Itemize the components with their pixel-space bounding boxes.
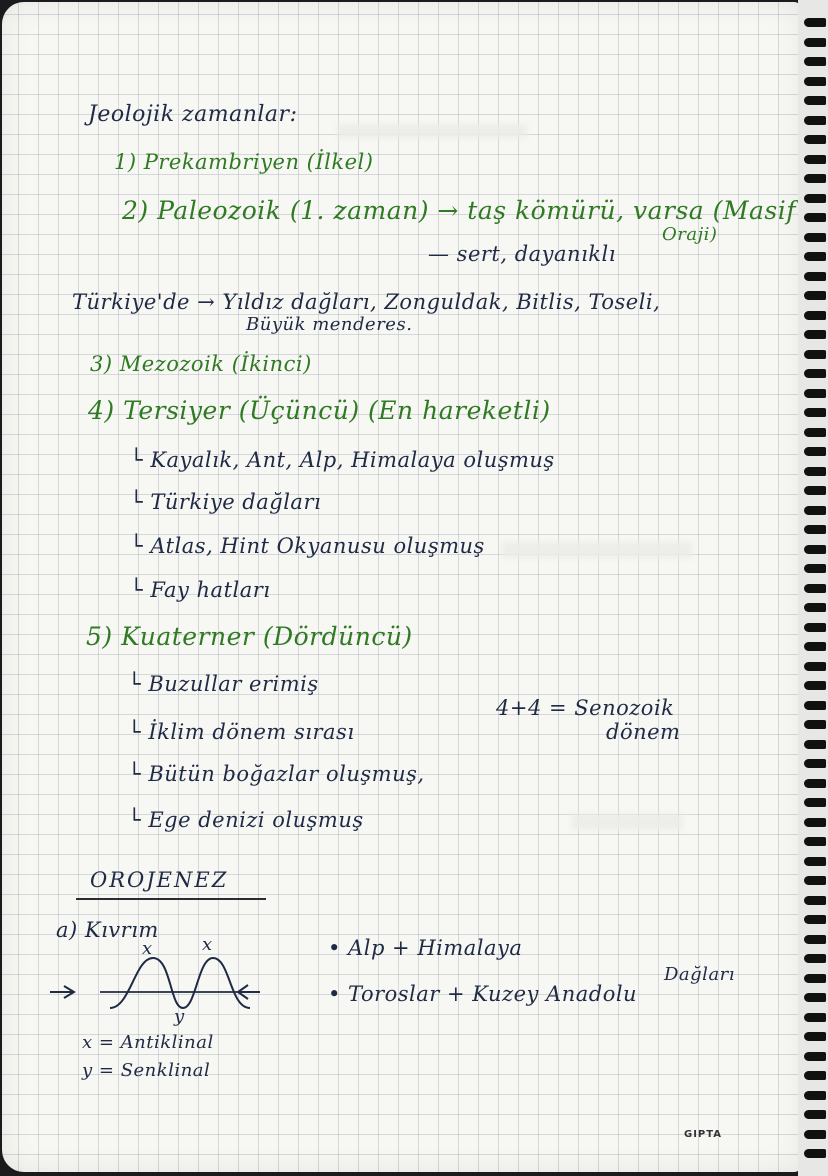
diagram-label-x2: x xyxy=(202,934,213,955)
spiral-coil xyxy=(804,1013,826,1022)
kivrim-label: a) Kıvrım xyxy=(56,918,159,942)
spiral-coil xyxy=(804,974,826,983)
spiral-coil xyxy=(804,77,826,86)
spiral-coil xyxy=(804,681,826,690)
spiral-coil xyxy=(804,545,826,554)
spiral-coil xyxy=(804,311,826,320)
spiral-coil xyxy=(804,57,826,66)
brand-logo: GIPTA xyxy=(684,1129,723,1140)
spiral-coil xyxy=(804,915,826,924)
bullet-alp-himalaya: • Alp + Himalaya xyxy=(328,936,523,960)
spiral-coil xyxy=(804,1071,826,1080)
spiral-coil xyxy=(804,1091,826,1100)
kuaterner-note-4: └ Ege denizi oluşmuş xyxy=(128,808,364,832)
spiral-coil xyxy=(804,252,826,261)
spiral-coil xyxy=(804,18,826,27)
item-paleozoik: 2) Paleozoik (1. zaman) → taş kömürü, varsa (Masif xyxy=(122,196,796,225)
tersiyer-note-1: └ Kayalık, Ant, Alp, Himalaya oluşmuş xyxy=(130,448,555,472)
spiral-coil xyxy=(804,935,826,944)
spiral-coil xyxy=(804,857,826,866)
spiral-coil xyxy=(804,506,826,515)
spiral-coil xyxy=(804,623,826,632)
spiral-coil xyxy=(804,584,826,593)
spiral-coil xyxy=(804,993,826,1002)
kuaterner-note-2: └ İklim dönem sırası xyxy=(128,720,355,744)
side-note-line-1: 4+4 = Senozoik xyxy=(496,696,675,720)
spiral-coil xyxy=(804,564,826,573)
page-title: Jeolojik zamanlar: xyxy=(88,102,298,127)
tersiyer-note-4: └ Fay hatları xyxy=(130,578,271,602)
spiral-coil xyxy=(804,798,826,807)
spiral-coil xyxy=(804,603,826,612)
spiral-coil xyxy=(804,116,826,125)
spiral-coil xyxy=(804,350,826,359)
item-kuaterner: 5) Kuaterner (Dördüncü) xyxy=(86,622,413,651)
turkiye-line-2: Büyük menderes. xyxy=(246,314,413,335)
item-paleozoik-cont: Oraji) xyxy=(662,224,718,245)
spiral-coil xyxy=(804,428,826,437)
kuaterner-note-1: └ Buzullar erimiş xyxy=(128,672,319,696)
spiral-coil xyxy=(804,467,826,476)
spiral-coil xyxy=(804,759,826,768)
diagram-label-x1: x xyxy=(142,938,153,959)
side-note-line-2: dönem xyxy=(606,720,681,744)
spiral-coil xyxy=(804,135,826,144)
diagram-label-y: y xyxy=(174,1006,185,1027)
notebook-page xyxy=(2,2,802,1172)
spiral-coil xyxy=(804,330,826,339)
bullet-toroslar: • Toroslar + Kuzey Anadolu xyxy=(328,982,638,1006)
kuaterner-note-3: └ Bütün boğazlar oluşmuş, xyxy=(128,762,425,786)
spiral-coil xyxy=(804,447,826,456)
spiral-coil xyxy=(804,837,826,846)
spiral-coil xyxy=(804,740,826,749)
spiral-coil xyxy=(804,194,826,203)
fold-diagram xyxy=(50,938,270,1028)
spiral-coil xyxy=(804,174,826,183)
spiral-coil xyxy=(804,155,826,164)
spiral-coil xyxy=(804,272,826,281)
spiral-coil xyxy=(804,818,826,827)
tersiyer-note-3: └ Atlas, Hint Okyanusu oluşmuş xyxy=(130,534,485,558)
bullets-tag: Dağları xyxy=(664,964,736,985)
smudge xyxy=(502,542,692,558)
spiral-coil xyxy=(804,779,826,788)
item-prekambriyen: 1) Prekambriyen (İlkel) xyxy=(114,150,374,174)
spiral-coil xyxy=(804,369,826,378)
spiral-coil xyxy=(804,213,826,222)
spiral-coil xyxy=(804,525,826,534)
spiral-coil xyxy=(804,96,826,105)
orojenez-underline xyxy=(76,898,266,900)
tersiyer-note-2: └ Türkiye dağları xyxy=(130,490,322,514)
spiral-coil xyxy=(804,1032,826,1041)
spiral-coil xyxy=(804,233,826,242)
turkiye-line-1: Türkiye'de → Yıldız dağları, Zonguldak, Bitlis, Toseli, xyxy=(72,290,661,314)
legend-senklinal: y = Senklinal xyxy=(82,1060,211,1081)
spiral-coil xyxy=(804,720,826,729)
spiral-coil xyxy=(804,389,826,398)
item-paleozoik-note: — sert, dayanıklı xyxy=(428,242,616,266)
smudge xyxy=(572,814,682,830)
spiral-coil xyxy=(804,896,826,905)
spiral-coil xyxy=(804,662,826,671)
spiral-coil xyxy=(804,642,826,651)
spiral-coil xyxy=(804,1130,826,1139)
orojenez-heading: OROJENEZ xyxy=(90,868,229,892)
legend-antiklinal: x = Antiklinal xyxy=(82,1032,214,1053)
spiral-coil xyxy=(804,954,826,963)
item-tersiyer: 4) Tersiyer (Üçüncü) (En hareketli) xyxy=(88,396,551,425)
spiral-coil xyxy=(804,291,826,300)
spiral-coil xyxy=(804,486,826,495)
spiral-coil xyxy=(804,1052,826,1061)
spiral-coil xyxy=(804,38,826,47)
spiral-coil xyxy=(804,1149,826,1158)
spiral-coil xyxy=(804,876,826,885)
item-mezozoik: 3) Mezozoik (İkinci) xyxy=(90,352,312,376)
smudge xyxy=(337,124,527,138)
spiral-binding xyxy=(798,0,828,1176)
spiral-coil xyxy=(804,701,826,710)
spiral-coil xyxy=(804,1110,826,1119)
spiral-coil xyxy=(804,408,826,417)
